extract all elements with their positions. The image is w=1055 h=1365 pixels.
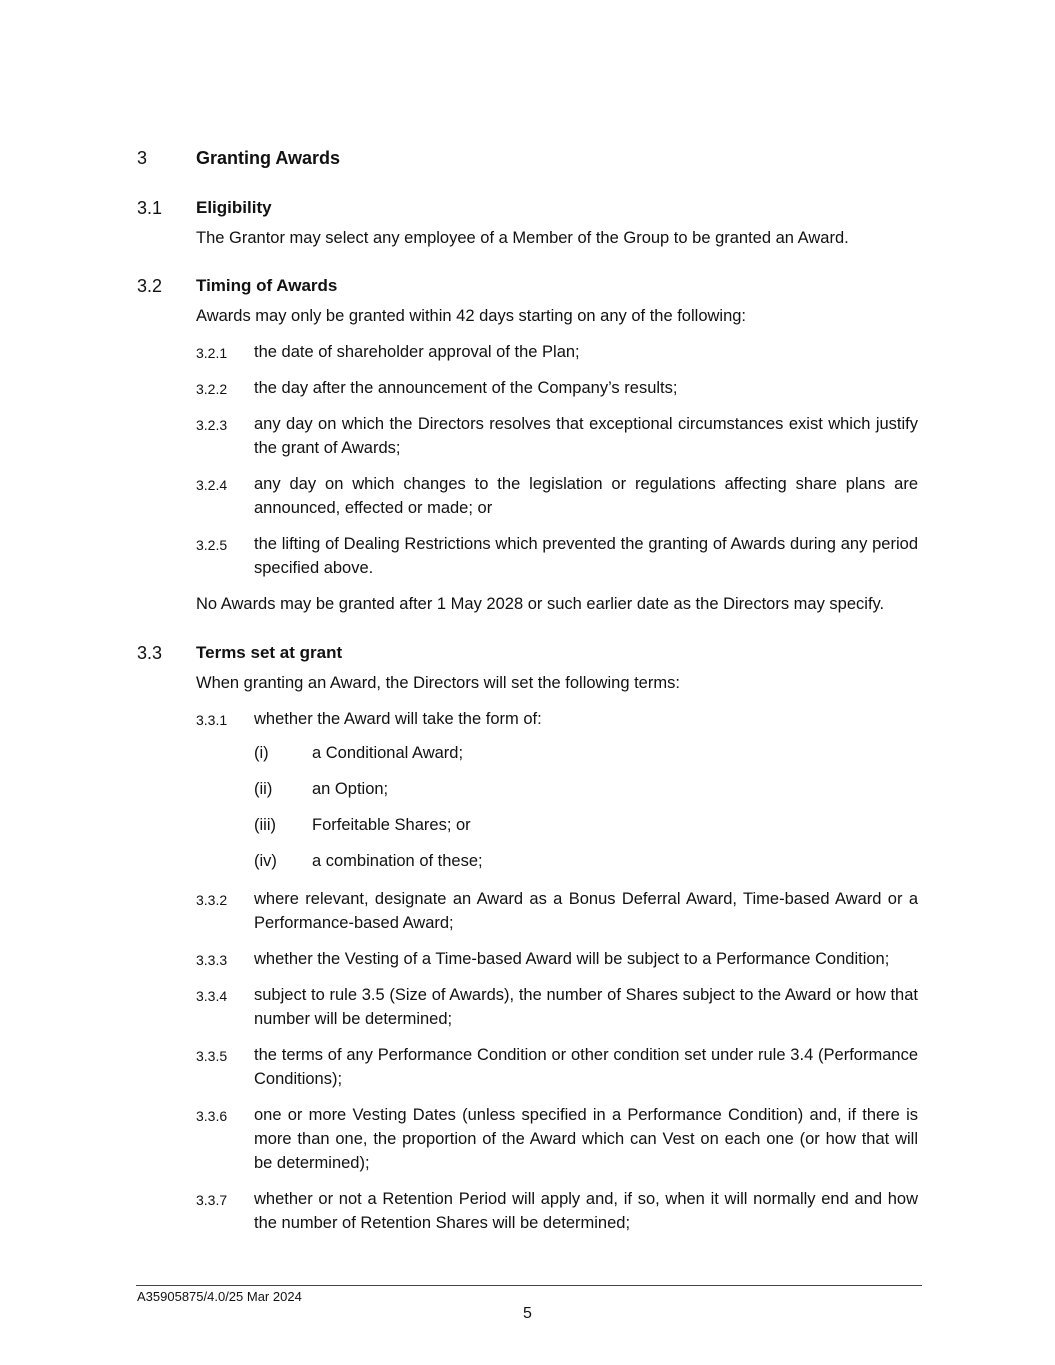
clause-3-3-4-number: 3.3.4 [196,988,228,1004]
clause-3-3-2-text: where relevant, designate an Award as a Bonus Deferral Award, Time-based Award or a Performance-based Award; [254,890,918,932]
document-reference: A35905875/4.0/25 Mar 2024 [137,1289,302,1304]
form-iv-number: (iv) [254,852,277,870]
clause-3-3-3-number: 3.3.3 [196,952,228,968]
clause-3-2-closing: No Awards may be granted after 1 May 2028 or such earlier date as the Directors may specify. [196,595,885,613]
clause-3-3-6-text: one or more Vesting Dates (unless specified in a Performance Condition) and, if there is more than one, the proportion of the Award which can Vest on each one (or how that will be determined); [254,1106,918,1172]
section-title: Granting Awards [196,148,341,168]
clause-3-1-number: 3.1 [137,198,163,218]
clause-3-3-number: 3.3 [137,643,163,663]
clause-3-2-3-text: any day on which the Directors resolves that exceptional circumstances exist which justify the grant of Awards; [254,415,918,457]
footer-divider [136,1285,922,1286]
form-i-text: a Conditional Award; [312,744,464,762]
clause-3-2-2-text: the day after the announcement of the Company’s results; [254,379,678,397]
clause-3-2-5-number: 3.2.5 [196,537,228,553]
clause-3-3-2-number: 3.3.2 [196,892,228,908]
clause-3-2-4-number: 3.2.4 [196,477,228,493]
form-ii-text: an Option; [312,780,389,798]
page-number: 5 [523,1305,532,1322]
clause-3-3-3-text: whether the Vesting of a Time-based Award will be subject to a Performance Condition; [254,950,890,968]
clause-3-2-3-number: 3.2.3 [196,417,228,433]
section-number: 3 [137,148,148,168]
clause-3-2-number: 3.2 [137,276,163,296]
clause-3-3-title: Terms set at grant [196,643,343,662]
clause-3-3-5-number: 3.3.5 [196,1048,228,1064]
clause-3-2-1-number: 3.2.1 [196,345,228,361]
clause-3-3-7-text: whether or not a Retention Period will apply and, if so, when it will normally end and how the number of Retention Shares will be determined; [254,1190,918,1232]
clause-3-1-title: Eligibility [196,198,272,217]
clause-3-2-title: Timing of Awards [196,276,338,295]
clause-3-1-text: The Grantor may select any employee of a Member of the Group to be granted an Award. [196,229,849,247]
form-i-number: (i) [254,744,269,762]
form-iii-number: (iii) [254,816,276,834]
form-iv-text: a combination of these; [312,852,483,870]
clause-3-3-6-number: 3.3.6 [196,1108,228,1124]
clause-3-3-1-text: whether the Award will take the form of: [254,710,542,728]
clause-3-2-1-text: the date of shareholder approval of the Plan; [254,343,580,361]
clause-3-3-1-number: 3.3.1 [196,712,228,728]
clause-3-3-intro: When granting an Award, the Directors will set the following terms: [196,674,680,692]
clause-3-2-2-number: 3.2.2 [196,381,228,397]
clause-3-2-intro: Awards may only be granted within 42 days starting on any of the following: [196,307,747,325]
clause-3-2-5-text: the lifting of Dealing Restrictions which prevented the granting of Awards during any period specified above. [254,535,918,577]
form-iii-text: Forfeitable Shares; or [312,816,471,834]
clause-3-3-4-text: subject to rule 3.5 (Size of Awards), the number of Shares subject to the Award or how that number will be determined; [254,986,918,1028]
form-ii-number: (ii) [254,780,273,798]
clause-3-2-4-text: any day on which changes to the legislation or regulations affecting share plans are announced, effected or made; or [254,475,918,517]
clause-3-3-5-text: the terms of any Performance Condition or other condition set under rule 3.4 (Performance Conditions); [254,1046,918,1088]
clause-3-3-7-number: 3.3.7 [196,1192,228,1208]
